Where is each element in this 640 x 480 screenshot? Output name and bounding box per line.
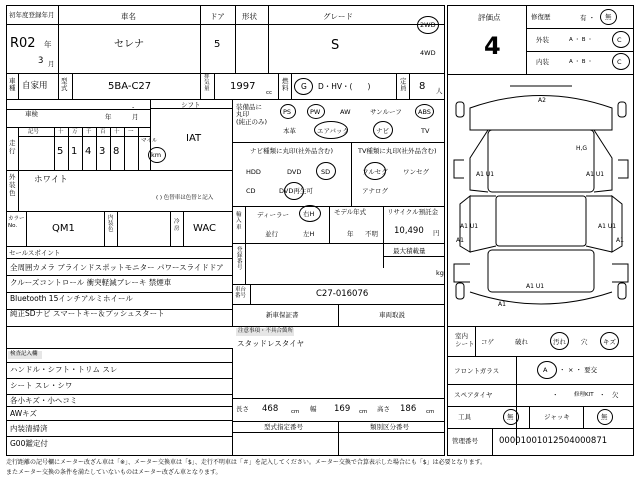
diagram-label-1: A1 U1 — [476, 171, 495, 178]
check-line-3: AWキズ — [10, 409, 37, 418]
color-no: QM1 — [52, 223, 75, 234]
tools-value: 無 — [507, 413, 514, 421]
diagram-label-8: H,G — [576, 145, 588, 152]
color-value: ホワイト — [34, 175, 68, 185]
equip-abs: ABS — [418, 108, 431, 116]
footer-line-0: 走行距離の記号欄にメーター改ざん車は「※」、メーター交換車は「$」、走行不明車は「＃」を記入してください。メーター交換で合算表示した場合にも「$」は必要となります。 — [6, 459, 487, 466]
equip-navi: ナビ — [376, 127, 389, 135]
seat-item-4: キズ — [603, 338, 616, 346]
cool-label: 冷 房 — [174, 219, 180, 232]
drive-4wd: 4WD — [420, 49, 436, 57]
handle-left: 左H — [303, 230, 315, 238]
seat-item-3: 穴 — [581, 338, 588, 346]
class-label: 類別区分番号 — [370, 423, 409, 431]
fuel-label: 燃 料 — [282, 77, 289, 93]
length-unit: cm — [291, 409, 300, 415]
recycle-label: リサイクル預託金 — [387, 208, 439, 216]
height-label: 高さ — [377, 405, 390, 413]
sales-line-2: Bluetooth 15インチアルミホイール — [10, 294, 133, 303]
mileage-unit-2: 万 — [72, 129, 78, 135]
seat-item-0: コゲ — [481, 338, 494, 346]
displacement: 1997 — [230, 81, 256, 92]
shape-label: 形状 — [242, 12, 257, 21]
capacity: 8 — [419, 81, 426, 92]
car-damage-diagram — [450, 78, 632, 324]
check-line-4: 内装清掃済 — [10, 424, 48, 433]
type-cert-label: 型式指定番号 — [264, 423, 303, 431]
sales-line-1: クルーズコントロール 衝突軽減ブレーキ 禁煙車 — [10, 278, 172, 287]
ext-label: 外装 — [536, 36, 549, 44]
front-glass-mid: ・ — [559, 366, 566, 374]
diagram-label-9: A1 U1 — [526, 283, 545, 290]
spare-dot: ・ — [599, 391, 606, 399]
model-year-year: 年 — [347, 230, 354, 238]
equip-label: 装備品に 丸印 (純正のみ) — [236, 103, 268, 126]
length-value: 468 — [262, 404, 279, 414]
first-reg-era: R02 — [10, 36, 36, 51]
cool-value: WAC — [193, 223, 216, 234]
mileage-digit-0: 5 — [57, 146, 64, 157]
width-label: 幅 — [310, 405, 317, 413]
mileage-digit-1: 1 — [71, 146, 78, 157]
kg-unit: kg — [436, 269, 444, 277]
use: 自家用 — [22, 81, 48, 91]
regist-label: 登 録 番 号 — [237, 247, 243, 272]
recycle-yen: 円 — [433, 229, 440, 237]
model-year-label: モデル年式 — [334, 208, 367, 216]
handle-right: 右H — [303, 210, 315, 218]
repair-label: 修復歴 — [531, 13, 551, 21]
spare-sep: ・ — [552, 391, 559, 399]
mileage-digit-4: 8 — [113, 146, 120, 157]
tv-fullseg: フルセグ — [362, 168, 388, 176]
inspect-dash: - — [132, 103, 135, 111]
height-value: 186 — [400, 404, 417, 414]
check-line-2: 各小キズ・小ヘコミ — [10, 396, 78, 405]
length-label: 長さ — [236, 405, 249, 413]
shift-label: シフト — [181, 101, 201, 109]
fuel-rest: D・HV・( ) — [318, 82, 371, 91]
capacity-label: 定 員 — [400, 77, 407, 93]
door-label: ドア — [210, 12, 225, 21]
sales-line-3: 純正SDナビ スマートキー＆プッシュスタート — [10, 309, 165, 318]
color-note: ( ) 色替車は色替と記入 — [156, 195, 214, 201]
max-load-label: 最大積載量 — [393, 247, 426, 255]
sales-label: セールスポイント — [9, 249, 61, 257]
check-line-1: シート スレ・シワ — [10, 381, 73, 390]
equip-tv: TV — [421, 127, 430, 135]
month-unit: 月 — [48, 60, 55, 68]
mileage-unit-3: 千 — [86, 129, 92, 135]
equip-airbag: エアバック — [317, 127, 349, 135]
diagram-label-7: A1 — [498, 301, 506, 308]
navi-dvd: DVD — [287, 168, 302, 176]
sales-line-0: 全周囲カメラ ブラインドスポットモニター パワースライドドア — [10, 263, 224, 272]
warranty-new: 新車保証書 — [266, 311, 299, 319]
mileage-unit-5: 十 — [114, 129, 120, 135]
year-unit: 年 — [44, 40, 52, 49]
navi-sd: SD — [321, 168, 331, 176]
check-line-0: ハンドル・シフト・トリム スレ — [10, 365, 118, 374]
drive-2wd: 2WD — [420, 21, 436, 29]
mileage-label: 走 行 — [9, 139, 16, 155]
disp-label: 排 気 量 — [204, 74, 210, 92]
equip-leather: 本革 — [283, 127, 296, 135]
cc-unit: cc — [266, 90, 273, 96]
ext-opts: A ・ B ・ — [569, 37, 593, 43]
recycle-value: 10,490 — [394, 226, 424, 236]
import-label: 輸 入 車 — [236, 212, 242, 231]
seat-label: 室内 シート — [455, 332, 475, 348]
int-grade: C — [617, 58, 622, 66]
repair-none: 無 — [605, 13, 612, 21]
width-unit: cm — [359, 409, 368, 415]
front-glass-rest: × ・ 要交 — [568, 366, 598, 374]
doors: 5 — [214, 39, 221, 50]
navi-dvd-play: DVD再生可 — [279, 187, 313, 195]
first-reg-label: 初年度登録年月 — [9, 11, 55, 19]
warranty-manual: 車両取説 — [379, 311, 405, 319]
inspect-label: 車検 — [25, 110, 38, 118]
import-dealer: ディーラー — [257, 211, 289, 219]
color-no-label: カラー No. — [8, 216, 25, 229]
equip-aw: AW — [340, 108, 351, 116]
int-color-label: 内 装 色 — [108, 215, 114, 234]
color-label: 外 装 色 — [9, 173, 16, 197]
mileage-digit-2: 4 — [85, 146, 92, 157]
car-name: セレナ — [114, 39, 144, 50]
mileage-unit-4: 百 — [100, 129, 106, 135]
shift-value: IAT — [186, 133, 202, 144]
first-reg-month: 3 — [38, 56, 44, 66]
import-parallel: 並行 — [265, 230, 278, 238]
repair-opts: 有 ・ — [580, 14, 596, 22]
int-label: 内装 — [536, 58, 549, 66]
model: 5BA-C27 — [108, 81, 152, 92]
rating-score: 4 — [484, 32, 501, 60]
fuel-g: G — [301, 82, 307, 91]
navi-title: ナビ種類に丸印(社外品含む) — [250, 147, 334, 155]
model-label: 型 式 — [61, 77, 68, 93]
navi-cd: CD — [246, 187, 256, 195]
notes-label: 注意事項・不具合箇所 — [238, 328, 294, 334]
grade: S — [331, 38, 340, 53]
tv-title: TV種類に丸印(社外品含む) — [358, 147, 437, 155]
mgmt-label: 管理番号 — [452, 437, 478, 445]
int-opts: A ・ B ・ — [569, 59, 593, 65]
chassis-label: 車台 番号 — [235, 287, 247, 300]
persons-unit: 人 — [436, 87, 443, 95]
model-year-unknown: 不明 — [365, 230, 378, 238]
inspect-month: 月 — [132, 113, 139, 121]
check-line-5: G00鑑定付 — [10, 439, 48, 448]
diagram-label-6: A1 — [616, 237, 624, 244]
width-value: 169 — [334, 404, 351, 414]
spare-none: 欠 — [612, 391, 619, 399]
equip-ps: PS — [283, 108, 292, 116]
chassis-value: C27-016076 — [316, 289, 369, 299]
equip-pw: PW — [310, 108, 321, 116]
diagram-label-3: A1 U1 — [460, 223, 479, 230]
mileage-unit-0: 記号 — [28, 129, 40, 135]
rating-label: 評価点 — [478, 13, 501, 22]
diagram-label-0: A2 — [538, 97, 546, 104]
type-label: 車 種 — [9, 77, 16, 93]
height-unit: cm — [426, 409, 435, 415]
mile-label: マイル — [141, 138, 158, 144]
seat-item-2: 汚れ — [553, 338, 566, 346]
mileage-unit-6: 一 — [128, 129, 134, 135]
inspect-year: 年 — [105, 113, 112, 121]
ext-grade: C — [617, 36, 622, 44]
equip-sunroof: サンルーフ — [370, 108, 402, 116]
grade-label: グレード — [323, 12, 353, 21]
car-name-label: 車名 — [121, 12, 136, 21]
diagram-label-4: A1 U1 — [598, 223, 617, 230]
notes-line-0: スタッドレスタイヤ — [237, 339, 305, 348]
jack-label: ジャッキ — [544, 413, 570, 421]
check-label: 検査記入欄 — [10, 351, 38, 357]
tv-analog: アナログ — [362, 187, 388, 195]
front-glass-a: A — [543, 366, 548, 374]
km-unit: km — [151, 151, 162, 159]
front-glass-label: フロントガラス — [454, 367, 500, 375]
navi-hdd: HDD — [246, 168, 261, 176]
diagram-label-2: A1 U1 — [586, 171, 605, 178]
mileage-digit-3: 3 — [99, 146, 106, 157]
mileage-unit-1: 十 — [58, 129, 64, 135]
tools-label: 工具 — [458, 413, 471, 421]
jack-value: 無 — [601, 413, 608, 421]
footer-line-1: またメーター交換の条件を満たしていないものはメーター改ざん車となります。 — [6, 469, 222, 476]
diagram-label-5: A1 — [456, 237, 464, 244]
seat-item-1: 破れ — [515, 338, 528, 346]
spare-label: スペアタイヤ — [454, 391, 493, 399]
mgmt-value: 00001001012504000871 — [499, 436, 608, 446]
spare-kit: 修理KIT — [574, 392, 594, 398]
tv-oneseg: ワンセグ — [403, 168, 429, 176]
